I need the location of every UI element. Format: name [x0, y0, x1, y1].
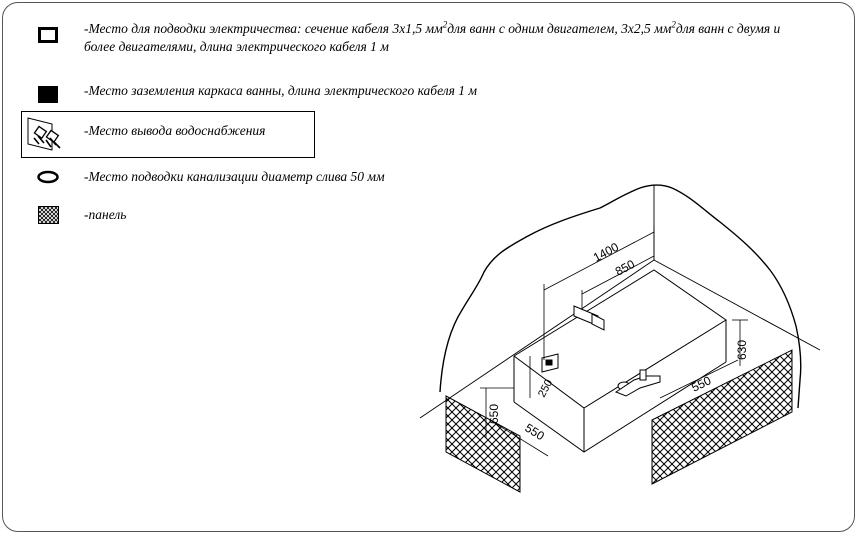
- dim-550-left: 550: [522, 420, 547, 444]
- dim-650: 650: [487, 403, 501, 424]
- dim-250: 250: [536, 377, 556, 400]
- left-panel: [446, 396, 520, 492]
- legend-panel-text: -панель: [84, 207, 127, 222]
- legend-electricity-text: -Место для подводки электричества: сечение кабеля 3х1,5 $мм^2для$ ванн с одним двигателем, 3х2,5 $мм^2для$ ванн с двумя и более двигателями, длина электрического кабеля 1 м: [84, 19, 781, 54]
- tub-mixer: [616, 370, 660, 396]
- dim-1400: 1400: [590, 239, 621, 265]
- right-panel: [652, 350, 792, 484]
- dim-850: 850: [612, 256, 638, 279]
- legend-drain-text: -Место подводки канализации диаметр слива 50 мм: [84, 169, 385, 184]
- legend-water-outlet-text: -Место вывода водоснабжения: [84, 123, 266, 138]
- left-water-outlet: [542, 354, 558, 372]
- dim-630: 630: [735, 339, 749, 360]
- legend-grounding-text: -Место заземления каркаса ванны, длина электрического кабеля 1 м: [84, 83, 478, 98]
- dim-550-right: 550: [689, 373, 714, 395]
